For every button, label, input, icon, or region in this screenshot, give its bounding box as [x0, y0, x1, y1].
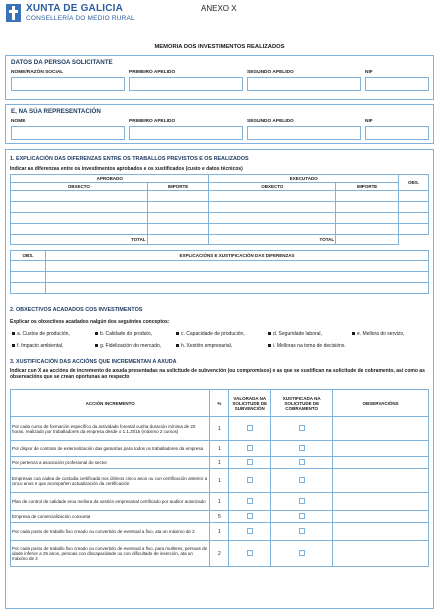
explanations-obs-header: OBS.: [11, 251, 46, 261]
executed-amount-header: IMPORTE: [336, 183, 399, 191]
section2-instruction: Explicar os obxectivos acadados nalgún dos seguintes conceptos:: [10, 319, 170, 325]
xunta-logo: [6, 4, 21, 22]
executed-total-label: TOTAL: [209, 235, 336, 245]
approved-total-label: TOTAL: [11, 235, 148, 245]
table-cell[interactable]: [11, 202, 148, 213]
table-cell[interactable]: [209, 202, 336, 213]
representative-section: [5, 104, 434, 144]
table-cell[interactable]: [11, 191, 148, 202]
observations-column-header: OBSERVACIÓNS: [333, 390, 429, 417]
valued-checkbox[interactable]: [247, 498, 253, 504]
table-cell[interactable]: [399, 191, 429, 202]
applicant-surname2-label: SEGUNDO APELIDO: [247, 70, 294, 75]
percent-column-header: %: [210, 390, 229, 417]
observations-cell[interactable]: [333, 523, 429, 541]
bullet-icon: [95, 344, 98, 347]
table-cell[interactable]: [209, 213, 336, 224]
action-text: Por cada posto de traballo fixo creado ou convertido de eventual a fixo, ata un máximo de 2: [11, 523, 210, 541]
valued-checkbox[interactable]: [247, 550, 253, 556]
table-row: [11, 493, 429, 511]
table-cell[interactable]: [209, 191, 336, 202]
table-cell[interactable]: [45, 261, 428, 272]
action-percent: 1: [210, 493, 229, 511]
section2-title: 2. OBXECTIVOS ACADADOS COS INVESTIMENTOS: [10, 307, 143, 313]
table-cell[interactable]: [45, 283, 428, 294]
table-cell[interactable]: [147, 202, 209, 213]
executed-object-header: OBXECTO: [209, 183, 336, 191]
concept-item: e. Mellora do servizo,: [352, 331, 405, 337]
action-text: Empresas coa cadea de custodia certificada nos últimos cinco anos ou con certificación anterior a cinco anos e que acompañen actualización da certificación: [11, 469, 210, 493]
brand-subtitle: CONSELLERÍA DO MEDIO RURAL: [26, 15, 135, 22]
action-percent: 2: [210, 541, 229, 567]
valued-column-header: VALORADA NA SOLICITUDE DE SUBVENCIÓN: [229, 390, 271, 417]
rep-surname2-field[interactable]: [247, 126, 361, 140]
table-cell[interactable]: [45, 272, 428, 283]
bullet-icon: [268, 332, 271, 335]
section1-instruction: Indicar as diferenzas entre os investimentos aprobados e os xustificados (custo e datos técnicos): [10, 166, 243, 172]
table-cell[interactable]: [11, 213, 148, 224]
table-cell[interactable]: [336, 224, 399, 235]
applicant-name-label: NOME/RAZÓN SOCIAL: [11, 70, 64, 75]
rep-nif-label: NIF: [365, 119, 373, 124]
approved-header: APROBADO: [11, 175, 209, 183]
valued-checkbox[interactable]: [247, 477, 253, 483]
representative-title: E, NA SÚA REPRESENTACIÓN: [11, 108, 101, 115]
action-column-header: ACCIÓN INCREMENTO: [11, 390, 210, 417]
section3-instruction: Indicar cun X as accións de incremento de axuda presentadas na solicitude de subvención (ou compromisos) e as que se xustifican na solicitude de cobramento, así como as observacións que se crean oportunas ao respecto: [10, 368, 425, 380]
rep-surname1-label: PRIMEIRO APELIDO: [129, 119, 176, 124]
concept-item: c. Capacidade de produción,: [176, 331, 245, 337]
observations-cell[interactable]: [333, 541, 429, 567]
concept-item: f. Impacto ambiental,: [12, 343, 63, 349]
observations-cell[interactable]: [333, 493, 429, 511]
executed-header: EXECUTADO: [209, 175, 399, 183]
justified-checkbox[interactable]: [299, 445, 305, 451]
rep-name-field[interactable]: [11, 126, 125, 140]
table-cell[interactable]: [147, 224, 209, 235]
rep-surname1-field[interactable]: [129, 126, 243, 140]
concept-item: g. Fidelización do mercado,: [95, 343, 161, 349]
rep-nif-field[interactable]: [365, 126, 429, 140]
bullet-icon: [95, 332, 98, 335]
approved-total-value[interactable]: [147, 235, 209, 245]
observations-cell[interactable]: [333, 441, 429, 457]
table-cell[interactable]: [209, 224, 336, 235]
observations-cell[interactable]: [333, 417, 429, 441]
action-percent: 5: [210, 511, 229, 523]
valued-checkbox[interactable]: [247, 528, 253, 534]
action-text: Por dispor de contrato de externalización das garantías para todos os traballadores da empresa: [11, 441, 210, 457]
table-row: [11, 457, 429, 469]
action-text: Por pertenza a asociación profesional do sector: [11, 457, 210, 469]
valued-checkbox[interactable]: [247, 513, 253, 519]
brand-title: XUNTA DE GALICIA: [26, 3, 124, 14]
table-row: [11, 441, 429, 457]
action-percent: 1: [210, 441, 229, 457]
applicant-nif-label: NIF: [365, 70, 373, 75]
action-percent: 1: [210, 417, 229, 441]
obs-header: OBS.: [399, 175, 429, 191]
justified-checkbox[interactable]: [299, 459, 305, 465]
justified-checkbox[interactable]: [299, 498, 305, 504]
table-cell[interactable]: [11, 224, 148, 235]
action-percent: 1: [210, 469, 229, 493]
action-percent: 1: [210, 523, 229, 541]
concept-item: a. Custos de produción,: [12, 331, 70, 337]
table-cell[interactable]: [147, 213, 209, 224]
applicant-name-field[interactable]: [11, 77, 125, 91]
action-text: Plan de control de calidade e/ou mellora da xestión empresarial certificado por auditor autorizado: [11, 493, 210, 511]
bullet-icon: [12, 332, 15, 335]
annex-label: ANEXO X: [201, 4, 237, 13]
applicant-nif-field[interactable]: [365, 77, 429, 91]
executed-total-value[interactable]: [336, 235, 399, 245]
bullet-icon: [268, 344, 271, 347]
table-cell[interactable]: [399, 202, 429, 213]
table-row: [11, 417, 429, 441]
section3-title: 3. XUSTIFICACIÓN DAS ACCIÓNS QUE INCREMENTAN A AXUDA: [10, 359, 177, 365]
table-row: [11, 469, 429, 493]
applicant-title: DATOS DA PERSOA SOLICITANTE: [11, 59, 113, 66]
table-row: [11, 523, 429, 541]
observations-cell[interactable]: [333, 457, 429, 469]
explanations-header: EXPLICACIÓNS E XUSTIFICACIÓN DAS DIFERENZAS: [45, 251, 428, 261]
bullet-icon: [176, 332, 179, 335]
applicant-surname2-field[interactable]: [247, 77, 361, 91]
justified-column-header: XUSTIFICADA NA SOLICITUDE DE COBRAMENTO: [271, 390, 333, 417]
table-row: [11, 541, 429, 567]
justified-checkbox[interactable]: [299, 425, 305, 431]
table-cell[interactable]: [11, 272, 46, 283]
concept-item: i. Melloras na toma de decisións.: [268, 343, 346, 349]
rep-name-label: NOME: [11, 119, 26, 124]
actions-table: [10, 389, 429, 567]
valued-checkbox[interactable]: [247, 445, 253, 451]
action-text: Empresa de comercialización conxunta: [11, 511, 210, 523]
approved-object-header: OBXECTO: [11, 183, 148, 191]
section1-title: 1. EXPLICACIÓN DAS DIFERENZAS ENTRE OS TRABALLOS PREVISTOS E OS REALIZADOS: [10, 156, 249, 162]
bullet-icon: [176, 344, 179, 347]
concept-item: h. Xestión empresarial,: [176, 343, 232, 349]
valued-checkbox[interactable]: [247, 459, 253, 465]
applicant-section: [5, 55, 434, 100]
valued-checkbox[interactable]: [247, 425, 253, 431]
action-percent: 1: [210, 457, 229, 469]
table-cell[interactable]: [336, 191, 399, 202]
observations-cell[interactable]: [333, 511, 429, 523]
applicant-surname1-label: PRIMEIRO APELIDO: [129, 70, 176, 75]
table-cell[interactable]: [399, 224, 429, 235]
justified-checkbox[interactable]: [299, 513, 305, 519]
table-row: [11, 511, 429, 523]
justified-checkbox[interactable]: [299, 550, 305, 556]
action-text: Por cada curso de formación específico da actividade forestal cunha duración mínima de 20 horas, realizado por traballadores da empresa desde o 1.1.2015 (máximo 2 cursos): [11, 417, 210, 441]
explanations-table: [10, 250, 429, 294]
applicant-surname1-field[interactable]: [129, 77, 243, 91]
concept-item: b. Calidade do produto,: [95, 331, 152, 337]
differences-table: [10, 174, 429, 245]
table-cell[interactable]: [11, 283, 46, 294]
approved-amount-header: IMPORTE: [147, 183, 209, 191]
action-text: Por cada posto de traballo fixo creado ou convertido de eventual a fixo, para mulleres, persoas de idade inferior a 25 anos, persoas con discapacidade ou con dificultade de inserción, ata un máximo de 2: [11, 541, 210, 567]
concept-item: d. Seguridade laboral,: [268, 331, 322, 337]
observations-cell[interactable]: [333, 469, 429, 493]
bullet-icon: [12, 344, 15, 347]
document-title: MEMORIA DOS INVESTIMENTOS REALIZADOS: [154, 44, 285, 50]
table-cell[interactable]: [399, 213, 429, 224]
table-cell[interactable]: [11, 261, 46, 272]
justified-checkbox[interactable]: [299, 528, 305, 534]
bullet-icon: [352, 332, 355, 335]
table-cell[interactable]: [336, 202, 399, 213]
table-cell[interactable]: [147, 191, 209, 202]
table-cell[interactable]: [336, 213, 399, 224]
rep-surname2-label: SEGUNDO APELIDO: [247, 119, 294, 124]
justified-checkbox[interactable]: [299, 477, 305, 483]
